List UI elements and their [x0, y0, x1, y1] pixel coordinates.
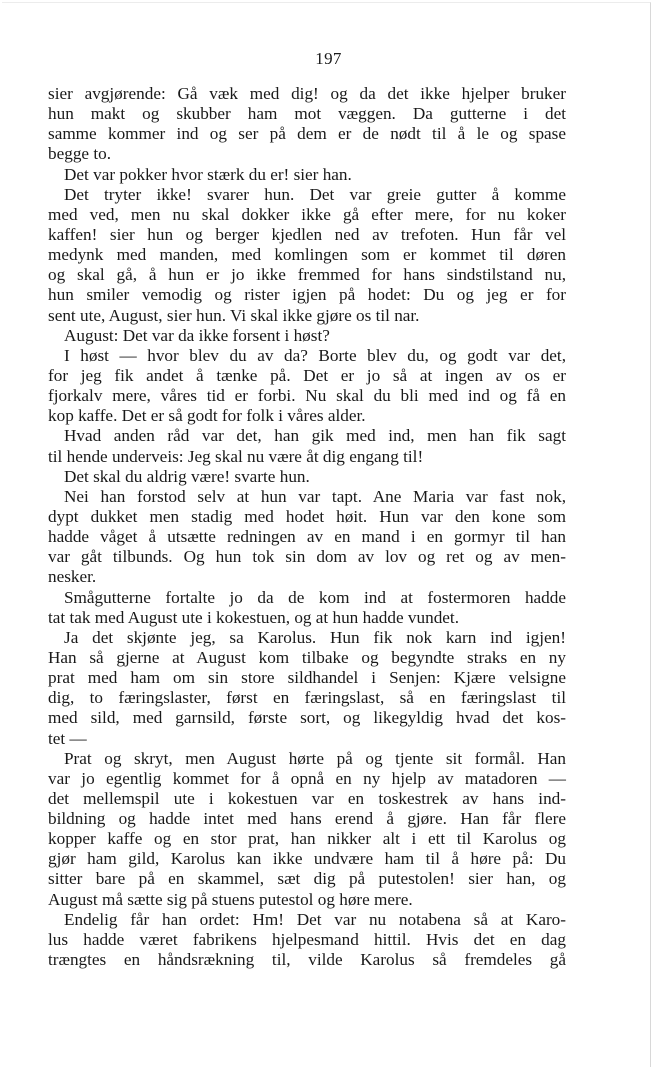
- text-line: var jo egentlig kommet for å opnå en ny hjelp av matadoren —: [48, 768, 566, 788]
- text-line: Han så gjerne at August kom tilbake og begyndte straks en ny: [48, 647, 566, 667]
- text-line: med sild, med garnsild, første sort, og likegyldig hvad det kos-: [48, 708, 566, 728]
- text-line: for jeg fik andet å tænke på. Det er jo så at ingen av os er: [48, 365, 566, 385]
- text-line: Ja det skjønte jeg, sa Karolus. Hun fik nok karn ind igjen!: [64, 627, 566, 647]
- text-line: kaffen! sier hun og berger kjedlen ned av trefoten. Hun får vel: [48, 224, 566, 244]
- text-line: Det var pokker hvor stærk du er! sier han.: [64, 164, 352, 184]
- text-line: det mellemspil ute i kokestuen var en toskestrek av hans ind-: [48, 788, 566, 808]
- text-line: samme kommer ind og ser på dem er de nødt til å le og spase: [48, 124, 566, 144]
- text-line: August: Det var da ikke forsent i høst?: [64, 325, 330, 345]
- text-line: August må sætte sig på stuens putestol og høre mere.: [48, 889, 413, 909]
- text-line: nesker.: [48, 567, 97, 587]
- text-line: tat tak med August ute i kokestuen, og at hun hadde vundet.: [48, 607, 459, 627]
- text-line: sent ute, August, sier hun. Vi skal ikke gjøre os til nar.: [48, 305, 420, 325]
- text-line: var gåt tilbunds. Og hun tok sin dom av lov og ret og av men-: [48, 547, 566, 567]
- text-line: trængtes en håndsrækning til, vilde Karolus så fremdeles gå: [48, 950, 566, 970]
- text-line: hun smiler vemodig og rister igjen på hodet: Du og jeg er for: [48, 285, 566, 305]
- text-line: begge to.: [48, 144, 112, 164]
- text-line: lus hadde været fabrikens hjelpesmand hittil. Hvis det en dag: [48, 929, 566, 949]
- text-line: Det skal du aldrig være! svarte hun.: [64, 466, 310, 486]
- text-line: I høst — hvor blev du av da? Borte blev du, og godt var det,: [64, 345, 566, 365]
- text-line: Nei han forstod selv at hun var tapt. Ane Maria var fast nok,: [64, 486, 566, 506]
- text-line: kop kaffe. Det er så godt for folk i våres alder.: [48, 406, 366, 426]
- text-line: Prat og skryt, men August hørte på og tjente sit formål. Han: [64, 748, 566, 768]
- text-line: medynk med manden, med komlingen som er kommet til døren: [48, 245, 566, 265]
- text-line: Det tryter ikke! svarer hun. Det var greie gutter å komme: [64, 184, 566, 204]
- text-line: sitter bare på en skammel, sæt dig på putestolen! sier han, og: [48, 869, 566, 889]
- text-line: Hvad anden råd var det, han gik med ind, men han fik sagt: [64, 426, 566, 446]
- text-line: Endelig får han ordet: Hm! Det var nu notabena så at Karo-: [64, 909, 566, 929]
- text-line: Smågutterne fortalte jo da de kom ind at fostermoren hadde: [64, 587, 566, 607]
- text-line: tet —: [48, 728, 87, 748]
- text-line: bildning og hadde intet med hans erend å gjøre. Han får flere: [48, 809, 566, 829]
- text-line: og skal gå, å hun er jo ikke fremmed for hans sindstilstand nu,: [48, 265, 566, 285]
- text-line: dig, to færingslaster, først en færingslast, så en færingslast til: [48, 688, 566, 708]
- body-text: [48, 84, 566, 970]
- text-line: prat med ham om sin store sildhandel i Senjen: Kjære velsigne: [48, 668, 566, 688]
- text-line: dypt dukket men stadig med hodet høit. Hun var den kone som: [48, 506, 566, 526]
- text-line: med ved, men nu skal dokker ikke gå efter mere, for nu koker: [48, 204, 566, 224]
- text-line: kopper kaffe og en stor prat, han nikker alt i ett til Karolus og: [48, 829, 566, 849]
- text-line: hadde våget å utsætte redningen av en mand i en gormyr til han: [48, 527, 566, 547]
- text-line: fjorkalv mere, våres tid er forbi. Nu skal du bli med ind og få en: [48, 386, 566, 406]
- text-line: sier avgjørende: Gå væk med dig! og da det ikke hjelper bruker: [48, 84, 566, 103]
- text-line: gjør ham gild, Karolus kan ikke undvære ham til å høre på: Du: [48, 849, 566, 869]
- text-line: hun makt og skubber ham mot væggen. Da gutterne i det: [48, 104, 566, 124]
- text-line: til hende underveis: Jeg skal nu være åt dig engang til!: [48, 446, 424, 466]
- page-number: 197: [315, 49, 342, 68]
